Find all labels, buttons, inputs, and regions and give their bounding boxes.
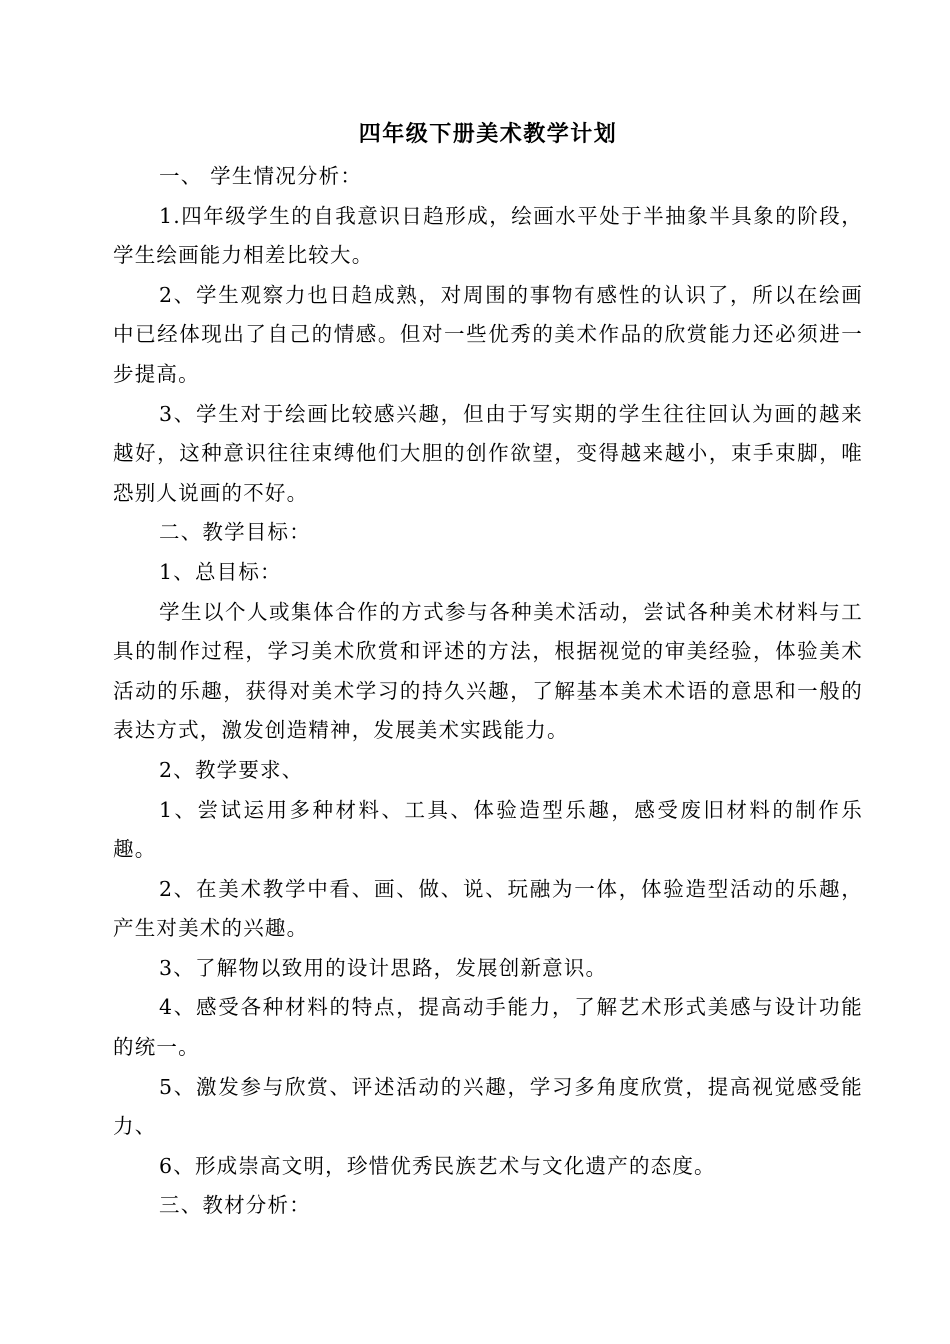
paragraph: 2、学生观察力也日趋成熟，对周围的事物有感性的认识了，所以在绘画中已经体现出了自己的情感。但对一些优秀的美术作品的欣赏能力还必须进一步提高。 <box>113 282 863 386</box>
requirement-item: 2、在美术教学中看、画、做、说、玩融为一体，体验造型活动的乐趣，产生对美术的兴趣。 <box>113 876 863 941</box>
section-heading-teaching-goals: 二、教学目标： <box>159 520 311 545</box>
requirement-item: 6、形成崇高文明，珍惜优秀民族艺术与文化遗产的态度。 <box>159 1153 716 1178</box>
subheading-teaching-requirements: 2、教学要求、 <box>159 757 304 782</box>
section-heading-textbook-analysis: 三、教材分析： <box>159 1193 311 1218</box>
document-page <box>113 113 863 1226</box>
paragraph: 1.四年级学生的自我意识日趋形成，绘画水平处于半抽象半具象的阶段，学生绘画能力相差比较大。 <box>113 203 863 268</box>
requirement-item: 4、感受各种材料的特点，提高动手能力，了解艺术形式美感与设计功能的统一。 <box>113 995 863 1060</box>
requirement-item: 3、了解物以致用的设计思路，发展创新意识。 <box>159 955 608 980</box>
requirement-item: 1、尝试运用多种材料、工具、体验造型乐趣，感受废旧材料的制作乐趣。 <box>113 797 863 862</box>
document-title: 四年级下册美术教学计划 <box>358 121 618 147</box>
requirement-item: 5、激发参与欣赏、评述活动的兴趣，学习多角度欣赏，提高视觉感受能力、 <box>113 1074 863 1139</box>
paragraph: 3、学生对于绘画比较感兴趣，但由于写实期的学生往往回认为画的越来越好，这种意识往往束缚他们大胆的创作欲望，变得越来越小，束手束脚，唯恐别人说画的不好。 <box>113 401 863 505</box>
subheading-overall-goal: 1、总目标： <box>159 559 282 584</box>
section-heading-student-analysis: 一、 学生情况分析： <box>159 164 363 188</box>
paragraph: 学生以个人或集体合作的方式参与各种美术活动，尝试各种美术材料与工具的制作过程，学习美术欣赏和评述的方法，根据视觉的审美经验，体验美术活动的乐趣，获得对美术学习的持久兴趣，了解基本美术术语的意思和一般的表达方式，激发创造精神，发展美术实践能力。 <box>113 599 863 743</box>
